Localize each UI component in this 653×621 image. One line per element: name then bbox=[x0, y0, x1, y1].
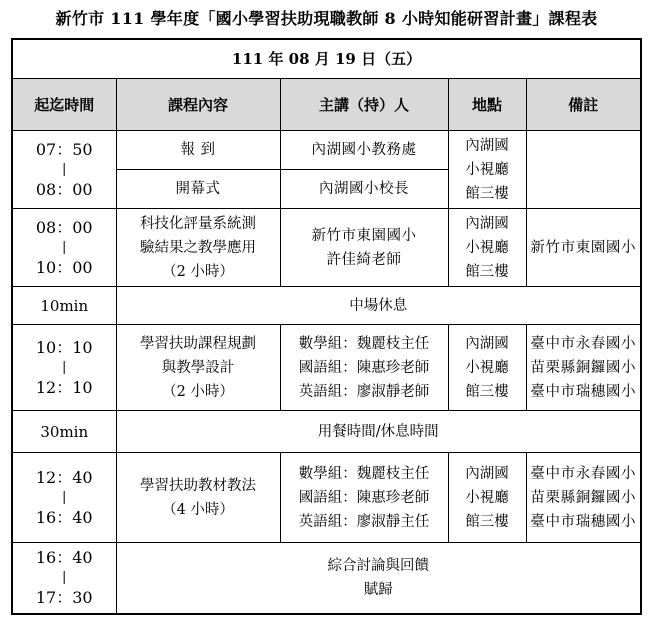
time-cell bbox=[12, 453, 116, 543]
time-cell bbox=[12, 325, 116, 411]
speaker-text: 內湖國小校長 bbox=[319, 181, 409, 197]
closing-line: 綜合討論與回饋 bbox=[327, 557, 429, 574]
course-cell bbox=[116, 170, 280, 209]
speaker-line: 許佳綺老師 bbox=[326, 251, 402, 268]
venue-cell bbox=[448, 209, 526, 287]
break-label: 用餐時間/休息時間 bbox=[116, 411, 641, 453]
note-line: 新竹市東園國小 bbox=[530, 239, 637, 256]
venue-line: 內湖國 bbox=[465, 215, 509, 232]
time-separator: | bbox=[62, 569, 67, 585]
table-row-break bbox=[12, 287, 641, 325]
header-speaker: 主講（持）人 bbox=[280, 79, 448, 131]
note-cell bbox=[526, 325, 641, 411]
speaker-line: 數學組：魏麗枝主任 bbox=[298, 465, 430, 482]
time-separator: | bbox=[62, 239, 67, 255]
venue-line: 小視廳 bbox=[465, 239, 509, 256]
course-line: 與教學設計 bbox=[161, 359, 235, 376]
course-text: 開幕式 bbox=[175, 181, 221, 197]
note-cell bbox=[526, 131, 641, 209]
break-duration: 10min bbox=[12, 287, 116, 325]
venue-cell bbox=[448, 131, 526, 209]
speaker-line: 英語組：廖淑靜老師 bbox=[298, 383, 430, 400]
table-row bbox=[12, 543, 641, 614]
venue-cell bbox=[448, 325, 526, 411]
venue-cell bbox=[448, 453, 526, 543]
venue-line: 館三樓 bbox=[465, 263, 509, 280]
end-time: 16：40 bbox=[35, 507, 93, 527]
speaker-line: 英語組：廖淑靜主任 bbox=[298, 513, 430, 530]
note-line: 臺中市永春國小 bbox=[530, 335, 637, 352]
time-separator: | bbox=[62, 161, 67, 177]
table-row bbox=[12, 131, 641, 170]
venue-line: 內湖國 bbox=[465, 465, 509, 482]
start-time: 16：40 bbox=[35, 547, 93, 567]
course-text: 報 到 bbox=[180, 142, 216, 158]
speaker-cell bbox=[280, 325, 448, 411]
header-note: 備註 bbox=[526, 79, 641, 131]
course-cell bbox=[116, 209, 280, 287]
venue-line: 小視廳 bbox=[465, 489, 509, 506]
header-time: 起迄時間 bbox=[12, 79, 116, 131]
time-separator: | bbox=[62, 359, 67, 375]
date-row bbox=[12, 39, 641, 79]
course-line: 驗結果之教學應用 bbox=[140, 239, 256, 256]
venue-line: 小視廳 bbox=[465, 161, 509, 178]
venue-line: 館三樓 bbox=[465, 185, 509, 202]
venue-line: 小視廳 bbox=[465, 359, 509, 376]
course-line: 科技化評量系統測 bbox=[140, 215, 256, 232]
schedule-table bbox=[11, 38, 642, 615]
time-cell bbox=[12, 131, 116, 209]
note-line: 臺中市瑞穗國小 bbox=[530, 383, 637, 400]
course-cell bbox=[116, 453, 280, 543]
note-line: 苗栗縣銅鑼國小 bbox=[530, 359, 637, 376]
time-cell bbox=[12, 209, 116, 287]
course-cell bbox=[116, 131, 280, 170]
start-time: 12：40 bbox=[35, 467, 93, 487]
end-time: 10：00 bbox=[35, 257, 93, 277]
speaker-line: 國語組：陳惠珍老師 bbox=[298, 489, 430, 506]
note-line: 臺中市瑞穗國小 bbox=[530, 513, 637, 530]
speaker-line: 數學組：魏麗枝主任 bbox=[298, 335, 430, 352]
note-line: 臺中市永春國小 bbox=[530, 465, 637, 482]
break-label: 中場休息 bbox=[116, 287, 641, 325]
speaker-cell bbox=[280, 209, 448, 287]
break-duration: 30min bbox=[12, 411, 116, 453]
closing-cell bbox=[116, 543, 641, 614]
speaker-line: 國語組：陳惠珍老師 bbox=[298, 359, 430, 376]
table-row bbox=[12, 453, 641, 543]
speaker-text: 內湖國小教務處 bbox=[311, 142, 417, 158]
course-line: （2 小時） bbox=[162, 383, 234, 400]
schedule-date: 111 年 08 月 19 日（五） bbox=[12, 39, 641, 79]
header-venue: 地點 bbox=[448, 79, 526, 131]
venue-line: 內湖國 bbox=[465, 137, 509, 154]
header-course: 課程內容 bbox=[116, 79, 280, 131]
table-row-break bbox=[12, 411, 641, 453]
end-time: 08：00 bbox=[35, 179, 93, 199]
note-line: 苗栗縣銅鑼國小 bbox=[530, 489, 637, 506]
closing-line: 賦歸 bbox=[363, 581, 393, 598]
course-line: （4 小時） bbox=[162, 501, 234, 518]
speaker-cell bbox=[280, 170, 448, 209]
course-cell bbox=[116, 325, 280, 411]
venue-line: 館三樓 bbox=[465, 383, 509, 400]
header-row bbox=[12, 79, 641, 131]
time-cell bbox=[12, 543, 116, 614]
start-time: 10：10 bbox=[35, 337, 93, 357]
table-row bbox=[12, 325, 641, 411]
page-title: 新竹市 111 學年度「國小學習扶助現職教師 8 小時知能研習計畫」課程表 bbox=[55, 9, 598, 28]
table-row bbox=[12, 209, 641, 287]
time-separator: | bbox=[62, 489, 67, 505]
venue-line: 內湖國 bbox=[465, 335, 509, 352]
end-time: 17：30 bbox=[35, 587, 93, 607]
end-time: 12：10 bbox=[35, 377, 93, 397]
speaker-cell bbox=[280, 453, 448, 543]
start-time: 07：50 bbox=[35, 139, 93, 159]
speaker-cell bbox=[280, 131, 448, 170]
start-time: 08：00 bbox=[35, 217, 93, 237]
course-line: 學習扶助課程規劃 bbox=[140, 335, 256, 352]
course-line: 學習扶助教材教法 bbox=[140, 477, 256, 494]
course-line: （2 小時） bbox=[162, 263, 234, 280]
venue-line: 館三樓 bbox=[465, 513, 509, 530]
note-cell bbox=[526, 209, 641, 287]
note-cell bbox=[526, 453, 641, 543]
speaker-line: 新竹市東園國小 bbox=[311, 227, 417, 244]
